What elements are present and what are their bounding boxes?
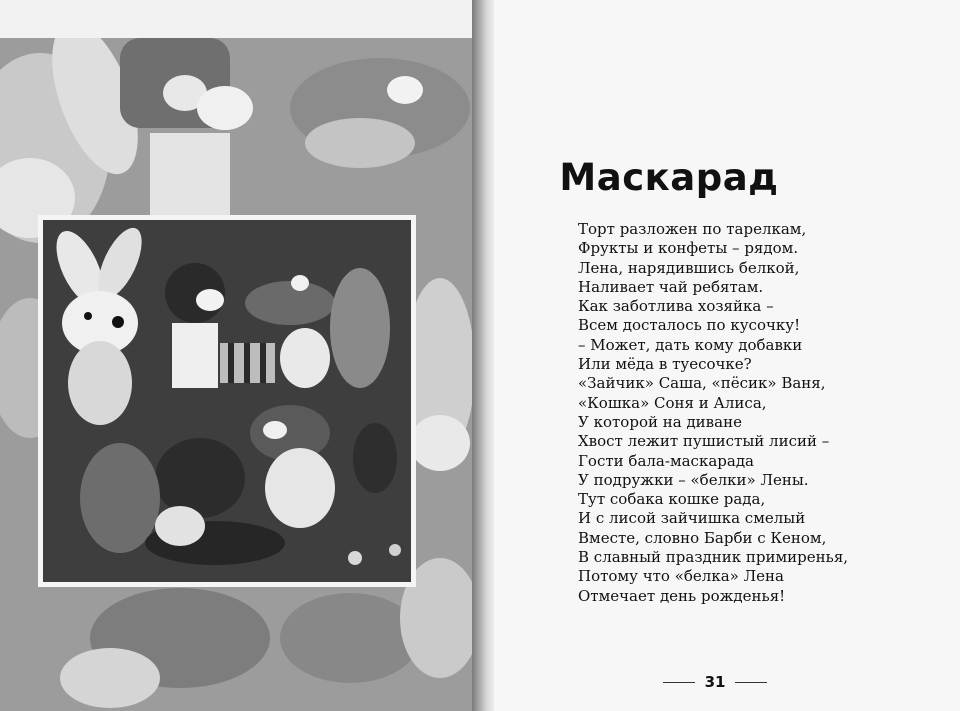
poem-line: Всем досталось по кусочку! <box>578 316 801 335</box>
book-spine <box>472 0 496 711</box>
poem-line: «Кошка» Соня и Алиса, <box>578 393 767 412</box>
page-number: 31 <box>704 673 726 691</box>
poem-line: – Может, дать кому добавки <box>578 335 803 354</box>
poem-line: У которой на диване <box>578 412 742 431</box>
poem-line: И с лисой зайчишка смелый <box>578 509 806 528</box>
poem-line: Потому что «белка» Лена <box>578 567 784 586</box>
poem-line: Гости бала-маскарада <box>578 451 754 470</box>
page-top-margin <box>0 0 475 38</box>
poem-line: Торт разложен по тарелкам, <box>578 220 807 238</box>
inset-picture <box>38 215 416 587</box>
poem-line: Тут собака кошке рада, <box>578 490 766 509</box>
poem-line: Как заботлива хозяйка – <box>578 297 774 316</box>
footer-rule-right <box>735 682 767 683</box>
poem-line: Вместе, словно Барби с Кеном, <box>578 528 827 547</box>
poem-line: «Зайчик» Саша, «пёсик» Ваня, <box>578 374 826 393</box>
poem-line: У подружки – «белки» Лены. <box>578 470 809 489</box>
page-number-footer <box>660 672 770 692</box>
poem-line: Или мёда в туесочке? <box>578 355 752 374</box>
background-illustration <box>0 38 475 711</box>
poem-line: Фрукты и конфеты – рядом. <box>578 239 799 258</box>
illustration-page <box>0 38 475 711</box>
poem-line: Хвост лежит пушистый лисий – <box>578 432 830 451</box>
text-page <box>494 0 960 711</box>
poem-line: Отмечает день рожденья! <box>578 586 786 605</box>
poem-body <box>578 220 848 606</box>
poem-line: Наливает чай ребятам. <box>578 277 764 296</box>
poem-title: Маскарад <box>559 156 779 199</box>
poem-line: В славный праздник примиренья, <box>578 548 849 567</box>
footer-rule-left <box>663 682 695 683</box>
poem-line: Лена, нарядившись белкой, <box>578 258 800 277</box>
